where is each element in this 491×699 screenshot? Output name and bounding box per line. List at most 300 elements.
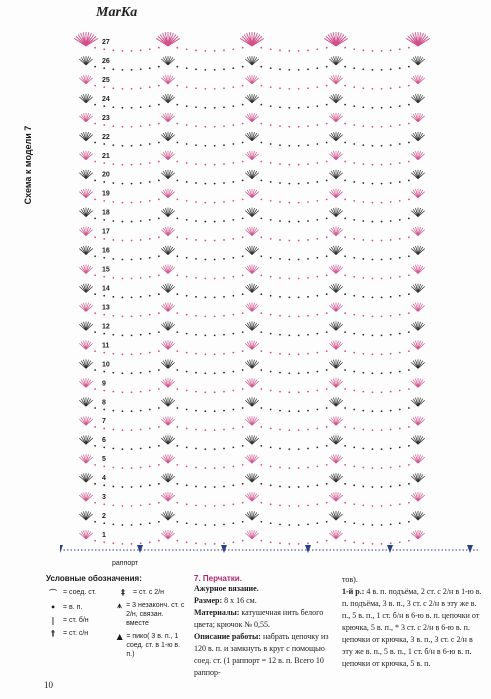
chain-dot: [381, 221, 383, 223]
chain-dot: [214, 240, 216, 242]
chain-dot: [408, 123, 410, 125]
chain-dot: [242, 521, 244, 523]
chain-dot: [131, 126, 133, 128]
chain-dot: [344, 540, 346, 542]
chain-dot: [260, 312, 262, 314]
chain-dot: [372, 505, 374, 507]
chain-dot: [103, 503, 105, 505]
chain-dot: [390, 448, 392, 450]
row-number: 18: [102, 209, 110, 217]
chain-dot: [381, 410, 383, 412]
chain-dot: [316, 143, 318, 145]
chain-dot: [372, 543, 374, 545]
chain-dot: [307, 467, 309, 469]
chain-dot: [214, 353, 216, 355]
chain-dot: [362, 315, 364, 317]
chain-dot: [326, 66, 328, 68]
chain-dot: [399, 181, 401, 183]
chain-dot: [298, 467, 300, 469]
chain-dot: [372, 353, 374, 355]
chain-dot: [232, 219, 234, 221]
chain-dot: [260, 236, 262, 238]
chain-dot: [279, 49, 281, 51]
row-number: 21: [102, 152, 110, 160]
chain-dot: [140, 448, 142, 450]
chain-dot: [242, 483, 244, 485]
chain-dot: [204, 372, 206, 374]
chain-dot: [214, 183, 216, 185]
chain-dot: [307, 201, 309, 203]
chain-dot: [260, 426, 262, 428]
chain-dot: [279, 448, 281, 450]
row-number: 16: [102, 247, 110, 255]
chain-dot: [195, 106, 197, 108]
chain-dot: [326, 540, 328, 542]
chain-dot: [288, 334, 290, 336]
chain-dot: [372, 69, 374, 71]
chain-dot: [149, 105, 151, 107]
chain-dot: [381, 505, 383, 507]
chain-dot: [122, 543, 124, 545]
chain-dot: [408, 142, 410, 144]
chain-dot: [344, 350, 346, 352]
legend-item-text: = соед. ст.: [63, 589, 97, 596]
chain-dot: [94, 274, 96, 276]
chain-dot: [103, 238, 105, 240]
chain-dot: [223, 353, 225, 355]
chain-dot: [103, 352, 105, 354]
marker-triangle: [137, 545, 143, 553]
chain-dot: [158, 66, 160, 68]
chain-dot: [408, 85, 410, 87]
chain-dot: [316, 86, 318, 88]
chain-dot: [214, 145, 216, 147]
chain-dot: [195, 505, 197, 507]
chain-dot: [214, 429, 216, 431]
chain-dot: [223, 334, 225, 336]
chain-dot: [131, 448, 133, 450]
chain-dot: [158, 369, 160, 371]
chain-dot: [288, 278, 290, 280]
chain-dot: [214, 259, 216, 261]
chain-dot: [112, 49, 114, 51]
chain-dot: [408, 312, 410, 314]
article-subheading: Ажурное вязание.: [194, 584, 259, 593]
chain-dot: [399, 143, 401, 145]
chain-dot: [307, 448, 309, 450]
chain-dot: [260, 521, 262, 523]
chain-dot: [103, 181, 105, 183]
chain-dot: [94, 180, 96, 182]
chain-dot: [223, 106, 225, 108]
chain-dot: [186, 143, 188, 145]
chain-dot: [103, 484, 105, 486]
chain-dot: [122, 183, 124, 185]
chain-dot: [372, 145, 374, 147]
chain-dot: [362, 542, 364, 544]
chain-dot: [176, 521, 178, 523]
chain-dot: [122, 221, 124, 223]
chain-dot: [112, 68, 114, 70]
chain-dot: [232, 541, 234, 543]
chain-dot: [288, 259, 290, 261]
chain-dot: [279, 163, 281, 165]
chain-dot: [232, 105, 234, 107]
chain-dot: [176, 217, 178, 219]
chain-dot: [372, 410, 374, 412]
chain-dot: [195, 201, 197, 203]
chain-dot: [204, 315, 206, 317]
chain-dot: [279, 315, 281, 317]
chain-dot: [158, 445, 160, 447]
chain-dot: [176, 142, 178, 144]
chain-dot: [326, 123, 328, 125]
chain-dot: [372, 391, 374, 393]
chain-dot: [223, 486, 225, 488]
chain-dot: [223, 258, 225, 260]
chain-dot: [307, 542, 309, 544]
size-label: Размер:: [194, 596, 223, 605]
chain-dot: [298, 353, 300, 355]
chain-dot: [195, 144, 197, 146]
chain-dot: [122, 202, 124, 204]
legend-title: Условные обозначения:: [46, 574, 142, 583]
chain-dot: [316, 181, 318, 183]
chain-dot: [326, 331, 328, 333]
chain-dot: [353, 48, 355, 50]
chain-dot: [288, 88, 290, 90]
chain-dot: [408, 236, 410, 238]
chain-dot: [186, 465, 188, 467]
chain-dot: [195, 523, 197, 525]
chain-dot: [353, 314, 355, 316]
chain-dot: [214, 278, 216, 280]
chain-dot: [353, 257, 355, 259]
chain-dot: [149, 86, 151, 88]
chain-dot: [399, 465, 401, 467]
chain-dot: [242, 388, 244, 390]
chain-dot: [186, 503, 188, 505]
row-number: 1: [102, 532, 106, 539]
chain-dot: [307, 68, 309, 70]
chain-dot: [399, 124, 401, 126]
chain-dot: [195, 410, 197, 412]
chain-dot: [390, 220, 392, 222]
chain-dot: [158, 293, 160, 295]
chain-dot: [399, 67, 401, 69]
chain-dot: [112, 144, 114, 146]
chain-dot: [362, 410, 364, 412]
chain-dot: [344, 312, 346, 314]
chain-dot: [326, 217, 328, 219]
chain-dot: [176, 445, 178, 447]
chain-dot: [344, 85, 346, 87]
chain-dot: [408, 47, 410, 49]
chain-dot: [195, 87, 197, 89]
chain-dot: [316, 257, 318, 259]
chain-dot: [326, 85, 328, 87]
chain-dot: [186, 333, 188, 335]
chain-dot: [223, 163, 225, 165]
chain-dot: [242, 331, 244, 333]
chain-dot: [103, 295, 105, 297]
chain-dot: [344, 104, 346, 106]
chain-dot: [298, 259, 300, 261]
legend-column-left: [46, 588, 114, 642]
chain-dot: [307, 182, 309, 184]
chain-dot: [149, 200, 151, 202]
chain-dot: [288, 372, 290, 374]
chain-dot: [260, 293, 262, 295]
chain-dot: [390, 87, 392, 89]
chain-dot: [131, 315, 133, 317]
chain-dot: [260, 199, 262, 201]
chain-dot: [372, 297, 374, 299]
chain-dot: [186, 86, 188, 88]
chain-dot: [186, 409, 188, 411]
double-crochet-icon: †: [51, 629, 55, 638]
chain-dot: [195, 334, 197, 336]
chain-dot: [399, 409, 401, 411]
chain-dot: [298, 69, 300, 71]
chain-dot: [298, 372, 300, 374]
chain-dot: [381, 334, 383, 336]
chain-dot: [140, 542, 142, 544]
chain-dot: [186, 181, 188, 183]
chain-dot: [316, 238, 318, 240]
chain-dot: [381, 88, 383, 90]
chain-dot: [390, 391, 392, 393]
article-heading: 7. Перчатки.: [194, 574, 242, 583]
chain-dot: [223, 220, 225, 222]
chain-dot: [399, 447, 401, 449]
chain-dot: [307, 410, 309, 412]
chain-dot: [140, 353, 142, 355]
chain-dot: [399, 276, 401, 278]
legend-column-right: [116, 588, 188, 663]
legend-item-text: = ст. с/н: [63, 630, 89, 637]
legend-item-text: = пико( 3 в. п., 1 соед. ст. в 1-ю в. п.): [126, 633, 181, 658]
chain-dot: [260, 180, 262, 182]
chain-dot: [186, 67, 188, 69]
chain-dot: [223, 182, 225, 184]
chain-dot: [260, 483, 262, 485]
chain-dot: [242, 85, 244, 87]
chain-dot: [399, 333, 401, 335]
marker-triangle: [387, 545, 393, 553]
chain-dot: [279, 429, 281, 431]
chain-dot: [344, 369, 346, 371]
chain-dot: [353, 67, 355, 69]
chain-dot: [279, 239, 281, 241]
chain-dot: [270, 371, 272, 373]
chain-dot: [326, 407, 328, 409]
chain-dot: [122, 278, 124, 280]
chain-dot: [103, 390, 105, 392]
chain-dot: [270, 162, 272, 164]
chain-dot: [307, 220, 309, 222]
chain-dot: [176, 123, 178, 125]
chain-dot: [270, 238, 272, 240]
legend-item: [116, 601, 188, 628]
chain-dot: [307, 315, 309, 317]
chain-dot: [307, 49, 309, 51]
chain-dot: [223, 239, 225, 241]
chain-dot: [204, 259, 206, 261]
chain-dot: [94, 502, 96, 504]
chain-dot: [353, 428, 355, 430]
chain-dot: [270, 465, 272, 467]
chain-dot: [103, 48, 105, 50]
chain-dot: [131, 297, 133, 299]
chain-dot: [122, 524, 124, 526]
chain-dot: [176, 66, 178, 68]
chain-dot: [288, 429, 290, 431]
chain-dot: [326, 464, 328, 466]
chain-dot: [232, 409, 234, 411]
chain-dot: [214, 524, 216, 526]
chain-dot: [223, 315, 225, 317]
chain-dot: [195, 429, 197, 431]
chain-dot: [94, 445, 96, 447]
chain-dot: [381, 486, 383, 488]
chain-dot: [232, 484, 234, 486]
chain-dot: [390, 125, 392, 127]
chain-dot: [344, 199, 346, 201]
chain-dot: [390, 505, 392, 507]
chain-dot: [140, 239, 142, 241]
chain-dot: [140, 334, 142, 336]
chain-dot: [176, 255, 178, 257]
chain-dot: [353, 200, 355, 202]
chain-dot: [223, 144, 225, 146]
chain-dot: [242, 464, 244, 466]
chain-dot: [214, 88, 216, 90]
chain-dot: [260, 407, 262, 409]
chain-dot: [195, 296, 197, 298]
chain-dot: [260, 369, 262, 371]
chain-dot: [176, 47, 178, 49]
chain-dot: [344, 66, 346, 68]
chain-dot: [149, 484, 151, 486]
chain-dot: [131, 524, 133, 526]
legend-item: [46, 588, 114, 599]
chain-dot: [372, 126, 374, 128]
chain-dot: [158, 217, 160, 219]
chain-dot: [195, 68, 197, 70]
chain-dot: [288, 543, 290, 545]
chain-dot: [270, 541, 272, 543]
chain-dot: [131, 391, 133, 393]
chain-dot: [204, 353, 206, 355]
chain-dot: [316, 484, 318, 486]
chain-dot: [288, 486, 290, 488]
chain-dot: [408, 426, 410, 428]
chain-dot: [260, 331, 262, 333]
chain-dot: [232, 371, 234, 373]
chain-dot: [214, 164, 216, 166]
chain-dot: [149, 541, 151, 543]
chain-dot: [288, 467, 290, 469]
chain-dot: [353, 181, 355, 183]
marker-triangle: [305, 545, 311, 553]
chain-dot: [103, 314, 105, 316]
legend: [46, 574, 186, 658]
chain-dot: [223, 448, 225, 450]
chain-dot: [214, 505, 216, 507]
chain-dot: [122, 410, 124, 412]
sidebar-title-text: Схема к модели 7: [23, 125, 33, 205]
chain-dot: [298, 145, 300, 147]
chain-dot: [176, 104, 178, 106]
chain-dot: [372, 334, 374, 336]
chain-dot: [195, 391, 197, 393]
chain-dot: [399, 314, 401, 316]
chain-dot: [103, 409, 105, 411]
chain-dot: [140, 277, 142, 279]
chain-dot: [204, 543, 206, 545]
rapport-label: раппорт: [112, 560, 139, 567]
chain-dot: [186, 105, 188, 107]
chain-dot: [122, 297, 124, 299]
chain-dot: [362, 277, 364, 279]
chain-dot: [390, 410, 392, 412]
chain-dot: [122, 505, 124, 507]
chain-dot: [353, 162, 355, 164]
chain-dot: [232, 428, 234, 430]
cluster-icon: ⩚: [117, 601, 122, 610]
chain-dot: [298, 429, 300, 431]
chain-dot: [158, 331, 160, 333]
chain-dot: [223, 87, 225, 89]
chain-dot: [158, 426, 160, 428]
chain-dot: [408, 104, 410, 106]
chain-dot: [270, 181, 272, 183]
chain-dot: [158, 180, 160, 182]
chain-dot: [131, 240, 133, 242]
chain-dot: [362, 523, 364, 525]
chain-dot: [140, 68, 142, 70]
chain-dot: [149, 409, 151, 411]
chain-dot: [326, 483, 328, 485]
chain-dot: [353, 409, 355, 411]
chain-dot: [316, 409, 318, 411]
chain-dot: [270, 314, 272, 316]
chain-dot: [270, 124, 272, 126]
chain-dot: [372, 524, 374, 526]
chain-dot: [270, 143, 272, 145]
chain-dot: [288, 183, 290, 185]
chain-dot: [186, 390, 188, 392]
chain-dot: [381, 429, 383, 431]
chain-dot: [381, 353, 383, 355]
chain-dot: [103, 200, 105, 202]
chain-dot: [270, 67, 272, 69]
row-number: 4: [102, 475, 106, 483]
chain-dot: [344, 255, 346, 257]
chain-dot: [122, 334, 124, 336]
chain-dot: [112, 258, 114, 260]
chain-dot: [195, 542, 197, 544]
chain-dot: [140, 410, 142, 412]
chain-dot: [94, 350, 96, 352]
chain-dot: [112, 163, 114, 165]
chain-dot: [158, 161, 160, 163]
chain-icon: •: [50, 603, 56, 612]
chain-dot: [149, 143, 151, 145]
chain-dot: [288, 505, 290, 507]
chain-dot: [362, 182, 364, 184]
